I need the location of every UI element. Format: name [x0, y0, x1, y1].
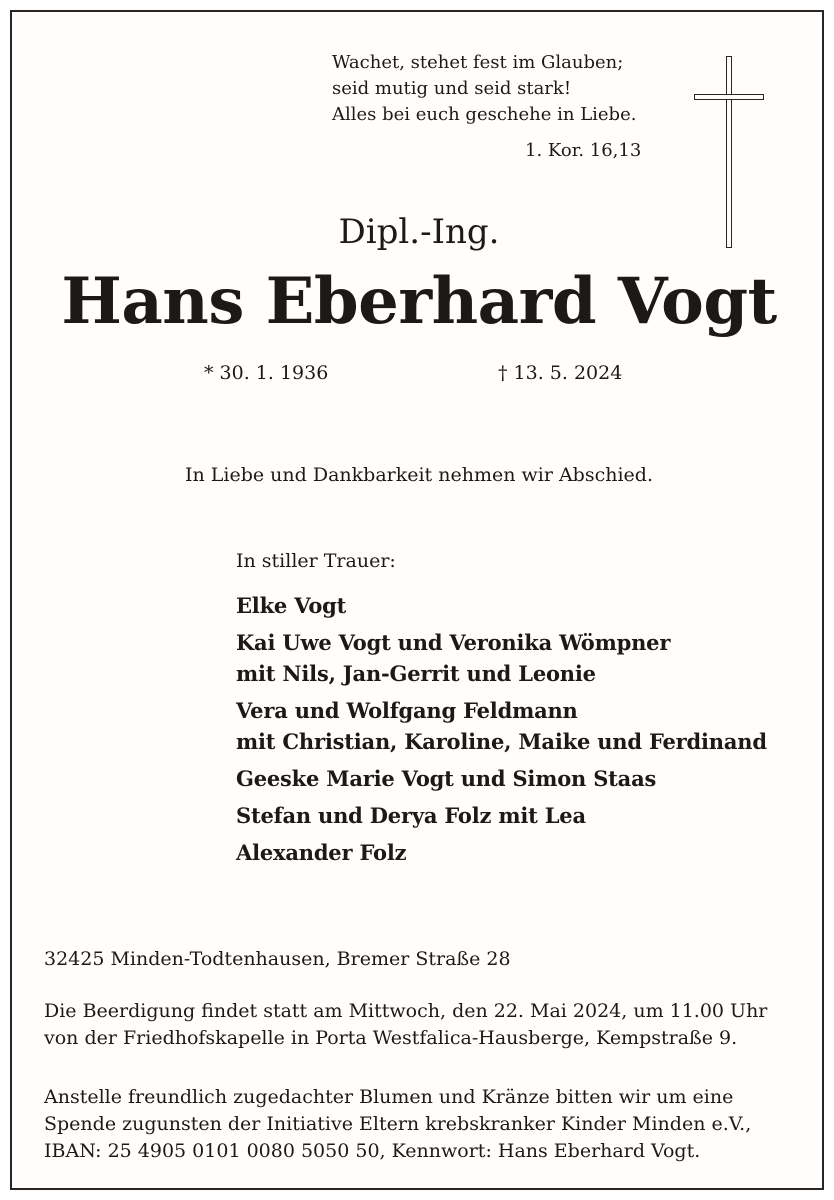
verse-line-3: Alles bei euch geschehe in Liebe.: [332, 104, 637, 125]
deceased-name: Hans Eberhard Vogt: [61, 264, 777, 339]
mourner-subline: mit Nils, Jan-Gerrit und Leonie: [236, 661, 596, 686]
mourner-line: Geeske Marie Vogt und Simon Staas: [236, 766, 657, 791]
verse-line-1: Wachet, stehet fest im Glauben;: [332, 52, 624, 73]
funeral-line-1: Die Beerdigung findet statt am Mittwoch, den 22. Mai 2024, um 11.00 Uhr: [44, 1000, 768, 1022]
death-date: † 13. 5. 2024: [498, 362, 623, 384]
list-item: [236, 590, 767, 621]
funeral-details: [44, 998, 767, 1052]
funeral-line-2: von der Friedhofskapelle in Porta Westfalica-Hausberge, Kempstraße 9.: [44, 1027, 738, 1049]
list-item: [236, 800, 767, 831]
mourner-line: Elke Vogt: [236, 593, 347, 618]
mourner-line: Kai Uwe Vogt und Veronika Wömpner: [236, 630, 671, 655]
list-item: [236, 695, 767, 757]
donation-line-3: IBAN: 25 4905 0101 0080 5050 50, Kennwort: Hans Eberhard Vogt.: [44, 1140, 701, 1162]
list-item: [236, 763, 767, 794]
verse-reference: 1. Kor. 16,13: [525, 140, 642, 161]
birth-date: * 30. 1. 1936: [204, 362, 329, 384]
mourners-intro: In stiller Trauer:: [236, 550, 396, 572]
verse-line-2: seid mutig und seid stark!: [332, 78, 572, 99]
mourner-line: Alexander Folz: [236, 840, 407, 865]
family-address: 32425 Minden-Todtenhausen, Bremer Straße 28: [44, 948, 511, 970]
mourner-line: Stefan und Derya Folz mit Lea: [236, 803, 586, 828]
mourner-line: Vera und Wolfgang Feldmann: [236, 698, 578, 723]
list-item: [236, 837, 767, 868]
academic-title: Dipl.-Ing.: [338, 212, 500, 252]
list-item: [236, 627, 767, 689]
donation-request: [44, 1084, 751, 1165]
donation-line-1: Anstelle freundlich zugedachter Blumen und Kränze bitten wir um eine: [44, 1086, 734, 1108]
mourner-subline: mit Christian, Karoline, Maike und Ferdinand: [236, 729, 767, 754]
mourners-list: [236, 590, 767, 874]
donation-line-2: Spende zugunsten der Initiative Eltern krebskranker Kinder Minden e.V.,: [44, 1113, 752, 1135]
obituary-notice: [10, 10, 824, 1190]
farewell-text: In Liebe und Dankbarkeit nehmen wir Abschied.: [185, 464, 653, 486]
bible-verse: [332, 50, 636, 128]
